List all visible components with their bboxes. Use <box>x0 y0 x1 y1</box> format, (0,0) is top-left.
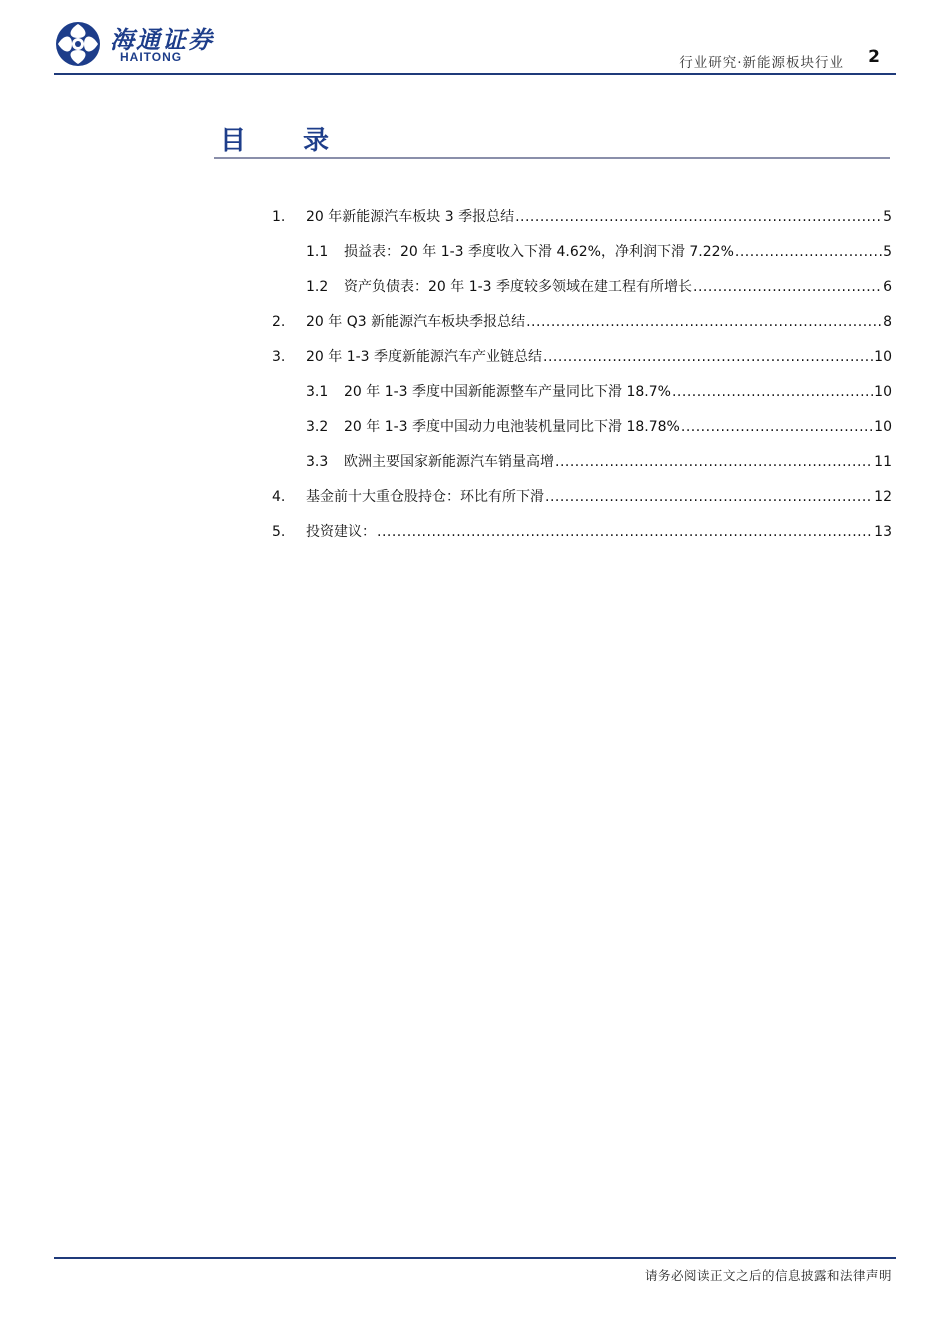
title-divider <box>214 157 890 159</box>
toc-entry-label: 损益表：20 年 1-3 季度收入下滑 4.62%，净利润下滑 7.22% <box>344 244 734 260</box>
toc-entry-3-3[interactable] <box>272 451 892 486</box>
toc-entry-number: 2. <box>272 314 286 330</box>
dot-leader <box>672 384 873 400</box>
toc-entry-page: 10 <box>874 419 892 435</box>
toc-entry-3-1[interactable] <box>272 381 892 416</box>
dot-leader <box>515 209 882 225</box>
dot-leader <box>693 279 882 295</box>
toc-entry-1-1[interactable] <box>272 241 892 276</box>
toc-entry-number: 3. <box>272 349 286 365</box>
toc-entry-number: 3.2 <box>306 419 329 435</box>
toc-entry-number: 4. <box>272 489 286 505</box>
toc-entry-3[interactable] <box>272 346 892 381</box>
logo-english-name: HAITONG <box>120 50 183 64</box>
toc-entry-number: 5. <box>272 524 286 540</box>
toc-entry-label: 20 年 1-3 季度中国动力电池装机量同比下滑 18.78% <box>344 419 680 435</box>
dot-leader <box>526 314 882 330</box>
toc-entry-page: 6 <box>883 279 892 295</box>
toc-entry-label: 欧洲主要国家新能源汽车销量高增 <box>344 454 554 470</box>
toc-entry-page: 10 <box>874 384 892 400</box>
toc-entry-number: 3.1 <box>306 384 329 400</box>
report-section-label: 行业研究·新能源板块行业 <box>679 55 844 71</box>
toc-entry-label: 基金前十大重仓股持仓：环比有所下滑 <box>306 489 544 505</box>
header-divider <box>54 73 896 75</box>
dot-leader <box>377 524 873 540</box>
toc-entry-page: 10 <box>874 349 892 365</box>
toc-entry-number: 1.1 <box>306 244 329 260</box>
toc-entry-2[interactable] <box>272 311 892 346</box>
dot-leader <box>543 349 873 365</box>
toc-entry-1[interactable] <box>272 206 892 241</box>
toc-entry-number: 1.2 <box>306 279 329 295</box>
toc-entry-page: 13 <box>874 524 892 540</box>
toc-entry-3-2[interactable] <box>272 416 892 451</box>
toc-entry-page: 5 <box>883 244 892 260</box>
haitong-logo <box>54 18 224 70</box>
toc-entry-label: 投资建议： <box>306 524 376 540</box>
toc-entry-5[interactable] <box>272 521 892 556</box>
toc-entry-1-2[interactable] <box>272 276 892 311</box>
toc-entry-page: 5 <box>883 209 892 225</box>
toc-entry-number: 1. <box>272 209 286 225</box>
toc-entry-label: 20 年 Q3 新能源汽车板块季报总结 <box>306 314 526 330</box>
dot-leader <box>555 454 873 470</box>
footer-divider <box>54 1257 896 1259</box>
toc-entry-page: 8 <box>883 314 892 330</box>
table-of-contents <box>272 206 892 556</box>
toc-entry-label: 资产负债表：20 年 1-3 季度较多领域在建工程有所增长 <box>344 279 693 295</box>
disclaimer-text: 请务必阅读正文之后的信息披露和法律声明 <box>644 1268 892 1283</box>
toc-entry-label: 20 年 1-3 季度中国新能源整车产量同比下滑 18.7% <box>344 384 671 400</box>
toc-entry-4[interactable] <box>272 486 892 521</box>
logo-chinese-name: 海通证券 <box>110 25 214 54</box>
dot-leader <box>681 419 873 435</box>
toc-entry-label: 20 年新能源汽车板块 3 季报总结 <box>306 209 515 225</box>
haitong-emblem-icon <box>54 20 102 68</box>
toc-title: 目 录 <box>220 126 354 156</box>
dot-leader <box>545 489 873 505</box>
page-number: 2 <box>868 47 880 67</box>
toc-entry-number: 3.3 <box>306 454 329 470</box>
toc-entry-label: 20 年 1-3 季度新能源汽车产业链总结 <box>306 349 543 365</box>
toc-entry-page: 11 <box>874 454 892 470</box>
dot-leader <box>735 244 882 260</box>
toc-entry-page: 12 <box>874 489 892 505</box>
